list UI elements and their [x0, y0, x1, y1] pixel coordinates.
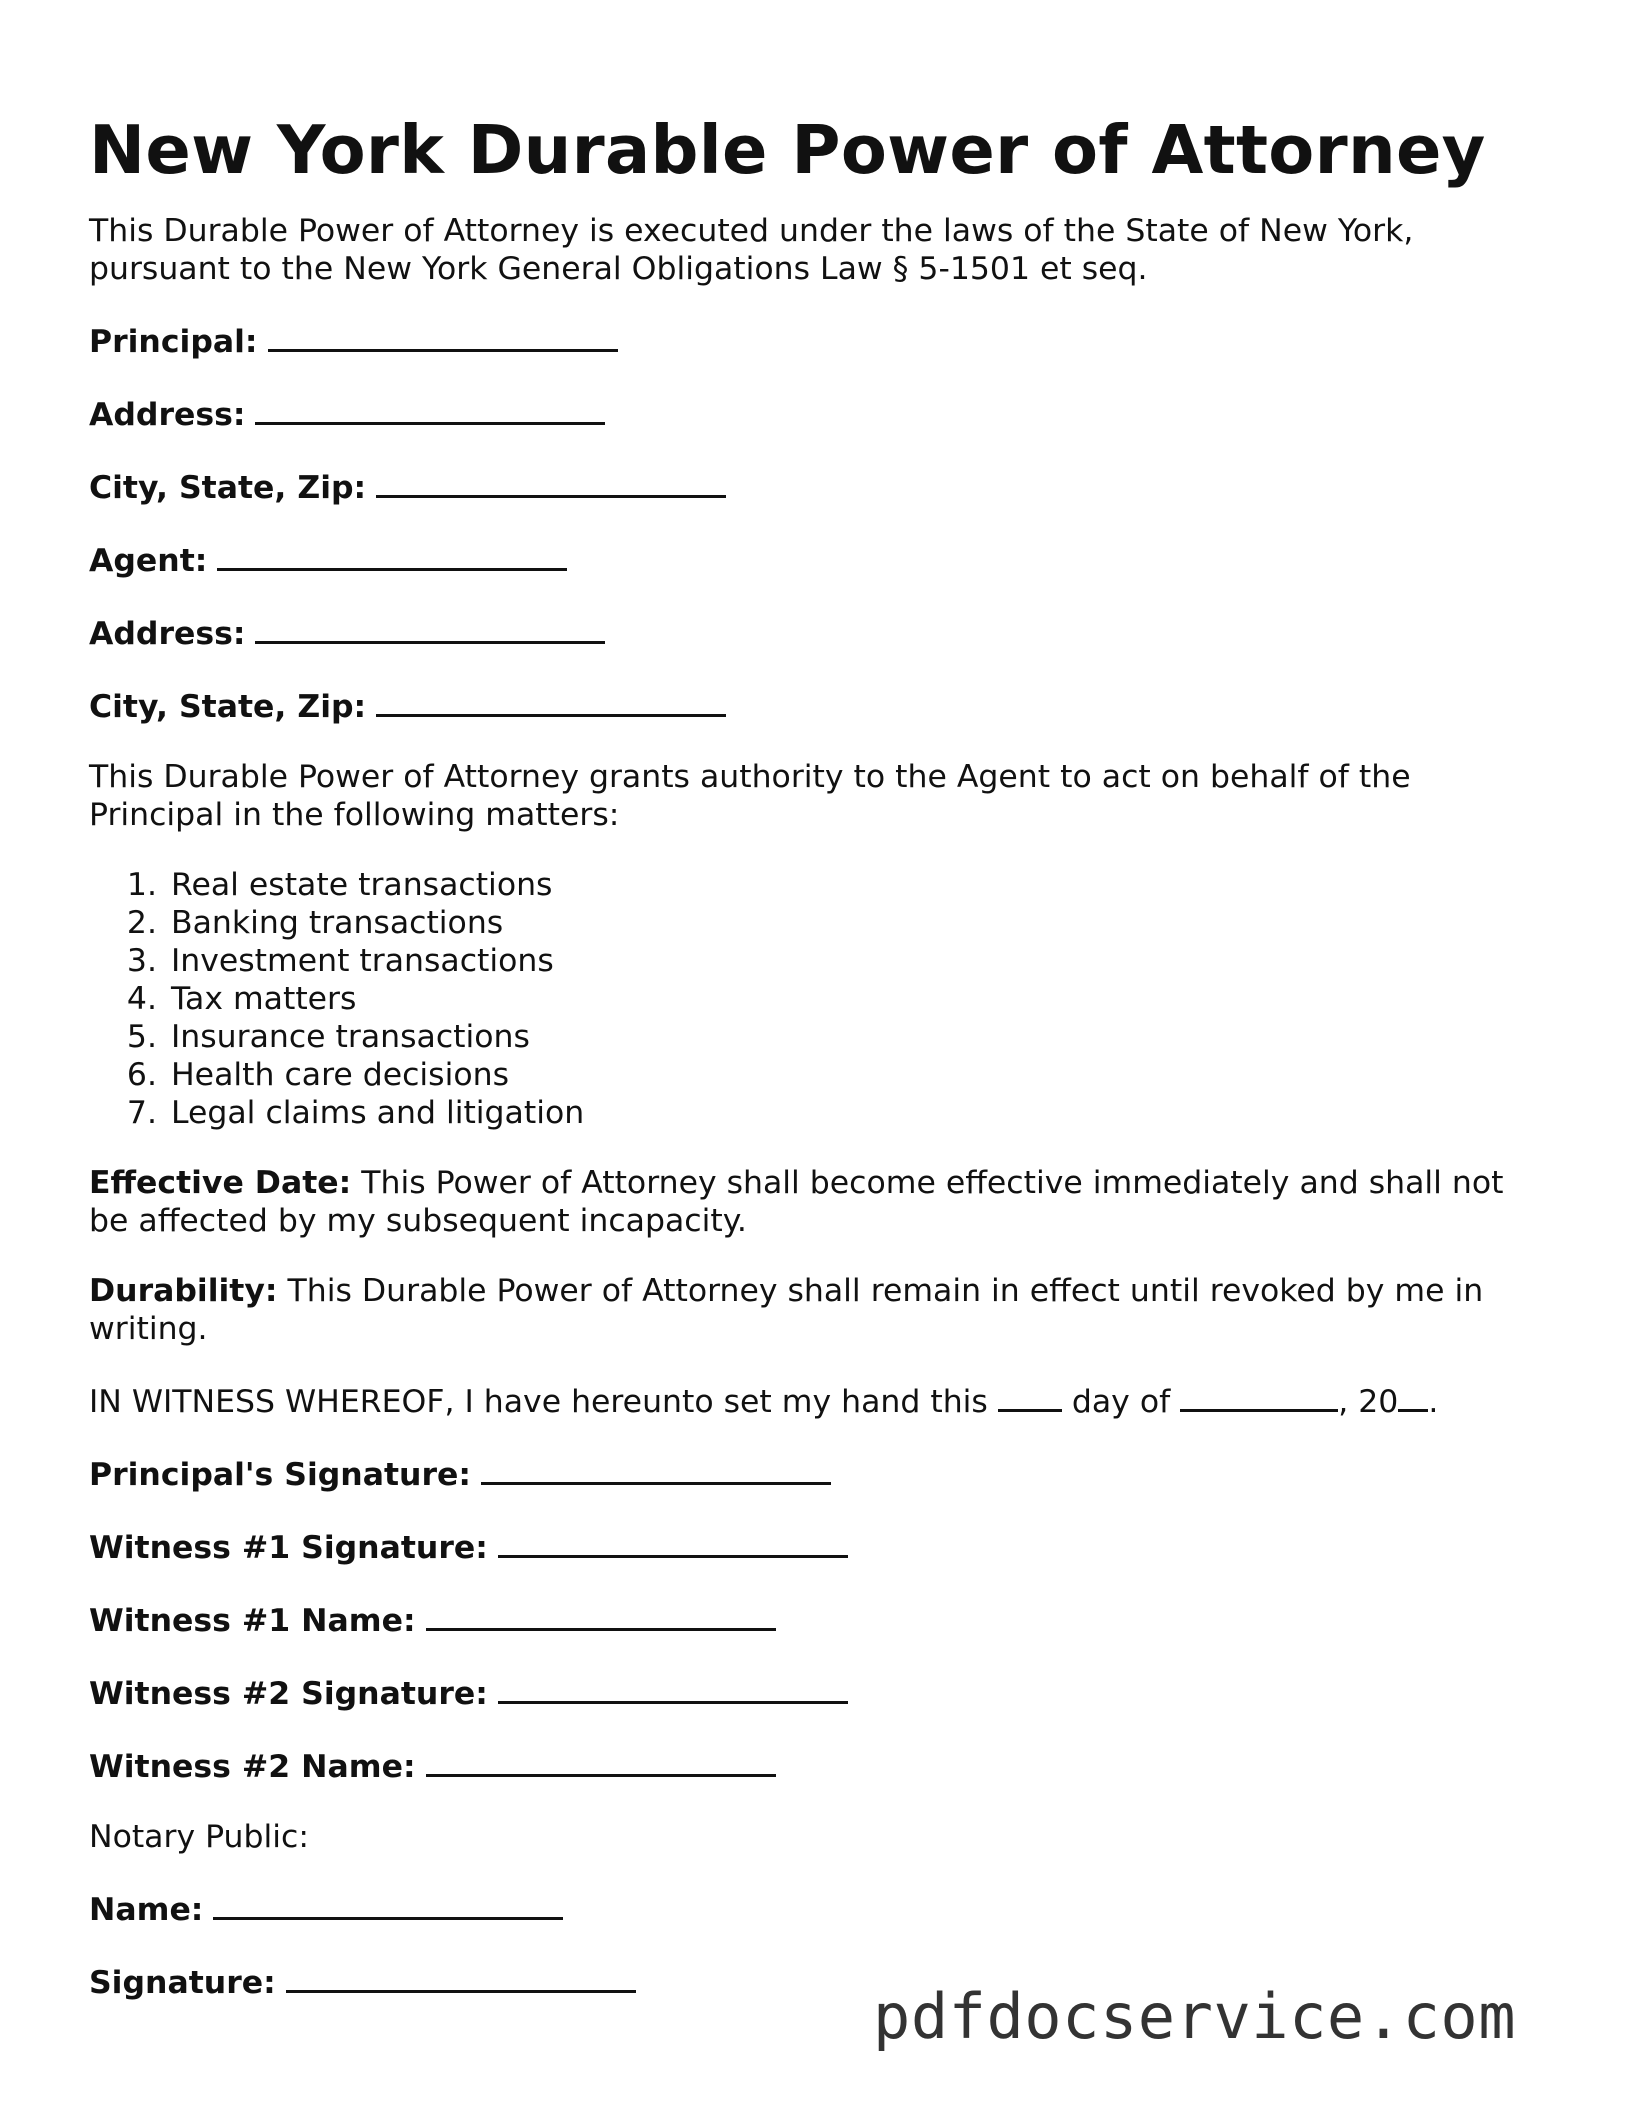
- witness1-name-field: [89, 1599, 1549, 1640]
- agent-address-blank[interactable]: [255, 612, 605, 644]
- effective-date-paragraph: [89, 1164, 1549, 1240]
- list-item: 4. Tax matters: [167, 980, 1549, 1018]
- day-blank[interactable]: [998, 1380, 1062, 1412]
- witness2-signature-field: [89, 1672, 1549, 1713]
- agent-blank[interactable]: [217, 539, 567, 571]
- list-item: 2. Banking transactions: [167, 904, 1549, 942]
- year-blank[interactable]: [1398, 1380, 1428, 1412]
- list-item: 3. Investment transactions: [167, 942, 1549, 980]
- notary-name-label: Name:: [89, 1892, 204, 1928]
- agent-city-label: City, State, Zip:: [89, 689, 367, 725]
- list-item: 7. Legal claims and litigation: [167, 1094, 1549, 1132]
- durability-text: This Durable Power of Attorney shall remain in effect until revoked by me in writing.: [89, 1273, 1484, 1347]
- witness2-name-field: [89, 1745, 1549, 1786]
- agent-city-blank[interactable]: [376, 685, 726, 717]
- witness2-signature-label: Witness #2 Signature:: [89, 1676, 488, 1712]
- witness2-signature-blank[interactable]: [498, 1672, 848, 1704]
- principal-signature-blank[interactable]: [481, 1453, 831, 1485]
- effective-date-label: Effective Date:: [89, 1165, 352, 1201]
- durability-paragraph: [89, 1272, 1549, 1348]
- principal-address-blank[interactable]: [255, 393, 605, 425]
- list-item: 5. Insurance transactions: [167, 1018, 1549, 1056]
- notary-name-field: [89, 1888, 1549, 1929]
- month-blank[interactable]: [1180, 1380, 1338, 1412]
- agent-label: Agent:: [89, 543, 208, 579]
- agent-address-label: Address:: [89, 616, 246, 652]
- agent-field: [89, 539, 1549, 580]
- durability-label: Durability:: [89, 1273, 278, 1309]
- notary-signature-blank[interactable]: [286, 1961, 636, 1993]
- witness-clause-part1: IN WITNESS WHEREOF, I have hereunto set my hand this: [89, 1384, 998, 1420]
- witness-clause-part2: day of: [1061, 1384, 1181, 1420]
- principal-city-label: City, State, Zip:: [89, 470, 367, 506]
- witness1-signature-field: [89, 1526, 1549, 1567]
- principal-address-field: [89, 393, 1549, 434]
- document-page: [89, 108, 1549, 2034]
- notary-signature-label: Signature:: [89, 1965, 276, 2001]
- intro-paragraph: This Durable Power of Attorney is executed under the laws of the State of New York, pursuant to the New York General Obligations Law § 5-1501 et seq.: [89, 213, 1414, 287]
- witness1-name-label: Witness #1 Name:: [89, 1603, 416, 1639]
- list-item: 6. Health care decisions: [167, 1056, 1549, 1094]
- witness1-signature-label: Witness #1 Signature:: [89, 1530, 488, 1566]
- witness-clause-part4: .: [1428, 1384, 1439, 1420]
- witness1-name-blank[interactable]: [426, 1599, 776, 1631]
- matters-list: [89, 866, 1549, 1132]
- agent-city-field: [89, 685, 1549, 726]
- principal-signature-field: [89, 1453, 1549, 1494]
- watermark: pdfdocservice.com: [873, 1980, 1517, 2053]
- notary-name-blank[interactable]: [213, 1888, 563, 1920]
- witness2-name-label: Witness #2 Name:: [89, 1749, 416, 1785]
- witness1-signature-blank[interactable]: [498, 1526, 848, 1558]
- principal-field: [89, 320, 1549, 361]
- effective-date-text: This Power of Attorney shall become effective immediately and shall not be affected by my subsequent incapacity.: [89, 1165, 1504, 1239]
- witness2-name-blank[interactable]: [426, 1745, 776, 1777]
- agent-address-field: [89, 612, 1549, 653]
- principal-label: Principal:: [89, 324, 258, 360]
- document-title: New York Durable Power of Attorney: [89, 111, 1486, 189]
- principal-signature-label: Principal's Signature:: [89, 1457, 471, 1493]
- principal-blank[interactable]: [268, 320, 618, 352]
- notary-heading: Notary Public:: [89, 1819, 309, 1855]
- principal-address-label: Address:: [89, 397, 246, 433]
- grant-paragraph: This Durable Power of Attorney grants authority to the Agent to act on behalf of the Principal in the following matters:: [89, 759, 1411, 833]
- principal-city-field: [89, 466, 1549, 507]
- principal-city-blank[interactable]: [376, 466, 726, 498]
- list-item: 1. Real estate transactions: [167, 866, 1549, 904]
- witness-clause: [89, 1380, 1549, 1421]
- witness-clause-part3: , 20: [1338, 1384, 1399, 1420]
